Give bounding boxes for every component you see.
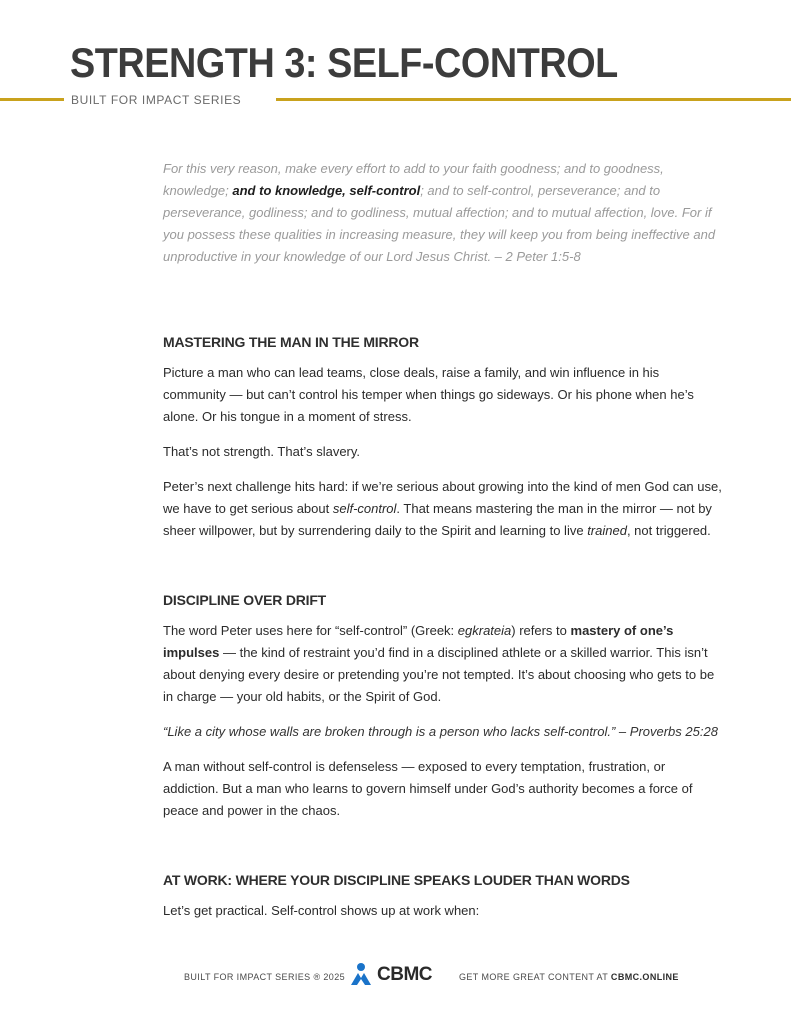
emphasis-self-control: self-control [332,501,397,516]
section-mastering [163,332,723,542]
page-title: STRENGTH 3: SELF-CONTROL [70,39,618,86]
footer-website-link[interactable]: CBMC.ONLINE [610,972,679,982]
paragraph: That’s not strength. That’s slavery. [163,444,361,459]
text-span: . That means mastering the man in the mirror — not by sheer willpower, but by surrendering daily to the Spirit and learning to live [163,501,712,538]
text-span: , not triggered. [626,523,711,538]
scripture-passage [163,158,723,268]
cbmc-logo-icon [348,962,374,988]
footer-copyright: BUILT FOR IMPACT SERIES ® 2025 [184,972,346,982]
bold-mastery: mastery of one’s impulses [163,623,674,660]
scripture-text-2: ; and to self-control, perseverance; and to perseverance, godliness; and to godliness, mutual affection; and to mutual affection, love. For if you possess these qualities in increasing measure, they will keep you from being ineffective and unproductive in your knowledge of our Lord Jesus Christ. – 2 Peter 1:5-8 [163,183,716,264]
section-discipline [163,590,723,822]
scripture-emphasis: and to knowledge, self-control [232,183,421,198]
text-span: The word Peter uses here for “self-control” (Greek: [163,623,458,638]
section-heading-discipline: DISCIPLINE OVER DRIFT [163,592,327,608]
section-heading-at-work: AT WORK: WHERE YOUR DISCIPLINE SPEAKS LOUDER THAN WORDS [163,872,630,888]
paragraph: Picture a man who can lead teams, close deals, raise a family, and win influence in his community — but can’t control his temper when things go sideways. Or his phone when he’s alone. Or his tongue in a moment of stress. [163,365,694,424]
scripture-text-1: For this very reason, make every effort to add to your faith goodness; and to goodness, knowledge; [163,161,664,198]
proverbs-quote: “Like a city whose walls are broken through is a person who lacks self-control.” – Proverbs 25:28 [163,724,718,739]
section-heading-mastering: MASTERING THE MAN IN THE MIRROR [163,334,419,350]
section-at-work [163,870,723,922]
paragraph: A man without self-control is defenseless — exposed to every temptation, frustration, or addiction. But a man who learns to govern himself under God’s authority becomes a force of peace and power in the chaos. [163,759,693,818]
text-span: ) refers to [511,623,571,638]
emphasis-greek-word: egkrateia [457,623,512,638]
header-rule-right [276,98,791,101]
footer-website-prefix: GET MORE GREAT CONTENT AT [459,972,611,982]
series-label: BUILT FOR IMPACT SERIES [71,93,242,107]
footer-website[interactable] [459,972,679,982]
text-span: Peter’s next challenge hits hard: if we’re serious about growing into the kind of men God can use, we have to get serious about [163,479,722,516]
header-rule-left [0,98,64,101]
paragraph [163,476,723,542]
paragraph [163,620,723,708]
emphasis-trained: trained [587,523,627,538]
cbmc-logo-text: CBMC [377,964,432,985]
paragraph: Let’s get practical. Self-control shows up at work when: [163,903,480,918]
cbmc-logo[interactable] [348,962,432,988]
text-span: — the kind of restraint you’d find in a disciplined athlete or a skilled warrior. This isn’t about denying every desire or pretending you’re not tempted. It’s about choosing who gets to be in charge — your old habits, or the Spirit of God. [163,645,715,704]
footer [0,958,791,994]
main-content [163,158,723,922]
